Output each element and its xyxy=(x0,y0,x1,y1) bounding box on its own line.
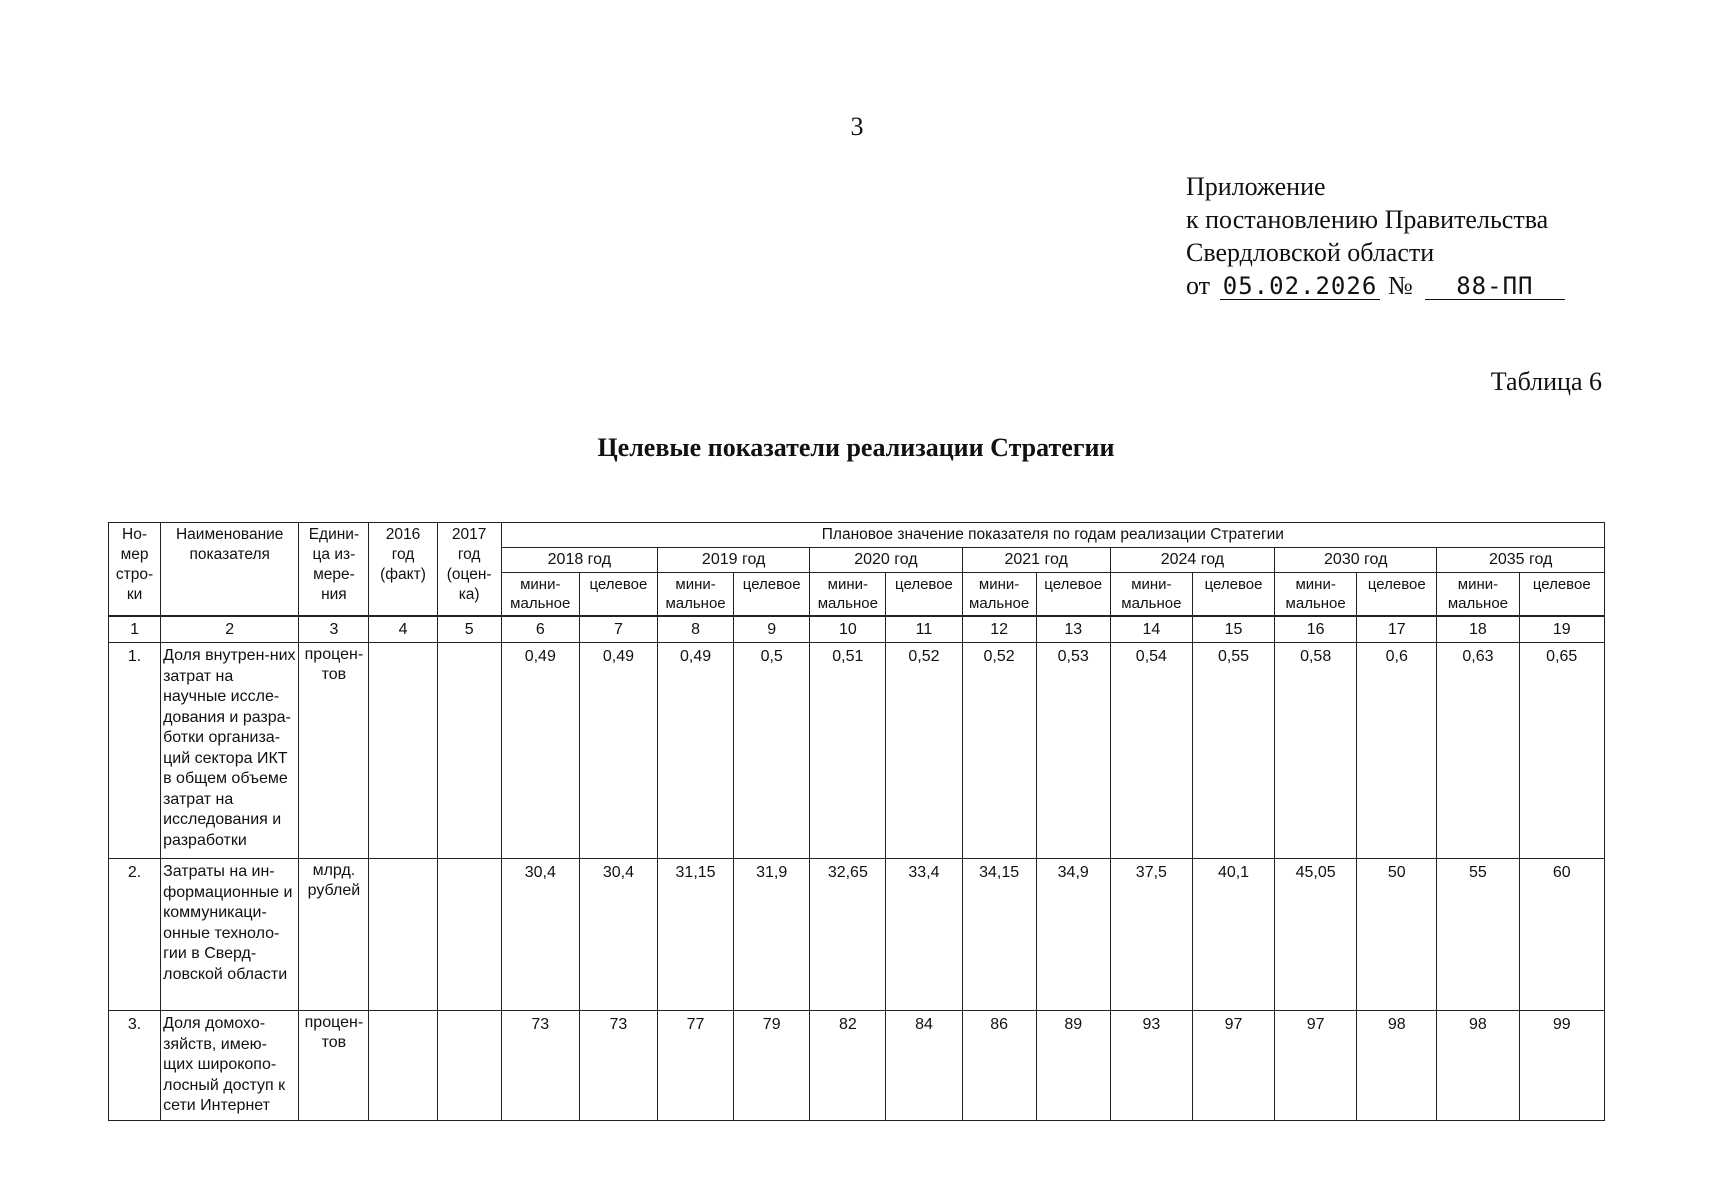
column-number: 6 xyxy=(501,616,579,643)
value-2035-target: 99 xyxy=(1519,1011,1605,1121)
indicator-name: Затраты на ин-формационные и коммуникаци-онные техноло-гии в Сверд-ловской области xyxy=(161,859,299,1011)
row-number: 3. xyxy=(109,1011,161,1121)
table-label: Таблица 6 xyxy=(1490,367,1602,396)
column-number: 1 xyxy=(109,616,161,643)
value-2035-min: 55 xyxy=(1437,859,1519,1011)
value-2020-target: 33,4 xyxy=(886,859,962,1011)
value-2019-min: 31,15 xyxy=(657,859,733,1011)
header-year: 2021 год xyxy=(962,548,1110,573)
header-indicator-name: Наименование показателя xyxy=(161,523,299,617)
column-number: 9 xyxy=(734,616,810,643)
value-2021-min: 0,52 xyxy=(962,643,1036,859)
order-date-prefix: от xyxy=(1186,271,1211,300)
appendix-title: Приложение xyxy=(1186,172,1326,201)
header-year: 2030 год xyxy=(1275,548,1437,573)
column-number: 3 xyxy=(299,616,369,643)
value-2021-min: 34,15 xyxy=(962,859,1036,1011)
header-target: целевое xyxy=(1192,573,1274,617)
value-2024-min: 37,5 xyxy=(1110,859,1192,1011)
unit-cell: процен-тов xyxy=(299,643,369,859)
column-number: 16 xyxy=(1275,616,1357,643)
column-number: 17 xyxy=(1357,616,1437,643)
appendix-block xyxy=(1186,170,1606,302)
column-number: 8 xyxy=(657,616,733,643)
value-2018-target: 30,4 xyxy=(579,859,657,1011)
header-unit: Едини-ца из-мере-ния xyxy=(299,523,369,617)
value-2030-min: 0,58 xyxy=(1275,643,1357,859)
column-number: 11 xyxy=(886,616,962,643)
value-2030-min: 97 xyxy=(1275,1011,1357,1121)
header-target: целевое xyxy=(579,573,657,617)
page-number: 3 xyxy=(850,112,864,141)
header-minimum: мини-мальное xyxy=(810,573,886,617)
header-minimum: мини-мальное xyxy=(657,573,733,617)
table-row xyxy=(109,859,1605,1011)
value-2018-min: 30,4 xyxy=(501,859,579,1011)
value-2018-min: 73 xyxy=(501,1011,579,1121)
value-2030-min: 45,05 xyxy=(1275,859,1357,1011)
value-2016 xyxy=(369,643,437,859)
value-2030-target: 98 xyxy=(1357,1011,1437,1121)
appendix-resolution-line: к постановлению Правительства xyxy=(1186,205,1549,234)
column-number: 7 xyxy=(579,616,657,643)
column-number: 15 xyxy=(1192,616,1274,643)
column-number: 4 xyxy=(369,616,437,643)
value-2017 xyxy=(437,859,501,1011)
table-row xyxy=(109,643,1605,859)
column-number: 12 xyxy=(962,616,1036,643)
value-2020-target: 0,52 xyxy=(886,643,962,859)
value-2035-target: 60 xyxy=(1519,859,1605,1011)
value-2018-min: 0,49 xyxy=(501,643,579,859)
header-minimum: мини-мальное xyxy=(1437,573,1519,617)
value-2017 xyxy=(437,643,501,859)
indicator-name: Доля внутрен-них затрат на научные иссле-дования и разра-ботки организа-ций сектора ИКТ в общем объеме затрат на исследования и разработки xyxy=(161,643,299,859)
value-2024-min: 0,54 xyxy=(1110,643,1192,859)
value-2018-target: 0,49 xyxy=(579,643,657,859)
value-2035-target: 0,65 xyxy=(1519,643,1605,859)
value-2021-target: 0,53 xyxy=(1036,643,1110,859)
value-2019-min: 0,49 xyxy=(657,643,733,859)
value-2016 xyxy=(369,859,437,1011)
column-number: 5 xyxy=(437,616,501,643)
value-2020-target: 84 xyxy=(886,1011,962,1121)
header-2016: 2016 год (факт) xyxy=(369,523,437,617)
indicator-name: Доля домохо-зяйств, имею-щих широкопо-лосный доступ к сети Интернет xyxy=(161,1011,299,1121)
unit-cell: процен-тов xyxy=(299,1011,369,1121)
value-2021-min: 86 xyxy=(962,1011,1036,1121)
value-2020-min: 32,65 xyxy=(810,859,886,1011)
value-2019-target: 31,9 xyxy=(734,859,810,1011)
column-number: 18 xyxy=(1437,616,1519,643)
column-number: 13 xyxy=(1036,616,1110,643)
header-target: целевое xyxy=(734,573,810,617)
value-2030-target: 0,6 xyxy=(1357,643,1437,859)
value-2016 xyxy=(369,1011,437,1121)
header-minimum: мини-мальное xyxy=(501,573,579,617)
value-2018-target: 73 xyxy=(579,1011,657,1121)
order-number-sign: № xyxy=(1388,271,1413,300)
indicators-table xyxy=(108,522,1605,1121)
document-title: Целевые показатели реализации Стратегии xyxy=(597,433,1115,462)
header-year: 2020 год xyxy=(810,548,962,573)
header-target: целевое xyxy=(1519,573,1605,617)
column-number: 10 xyxy=(810,616,886,643)
order-details xyxy=(1186,269,1606,302)
column-number: 2 xyxy=(161,616,299,643)
header-year: 2035 год xyxy=(1437,548,1605,573)
value-2030-target: 50 xyxy=(1357,859,1437,1011)
header-year: 2018 год xyxy=(501,548,657,573)
header-minimum: мини-мальное xyxy=(1275,573,1357,617)
header-target: целевое xyxy=(1357,573,1437,617)
header-minimum: мини-мальное xyxy=(962,573,1036,617)
value-2021-target: 34,9 xyxy=(1036,859,1110,1011)
value-2024-target: 0,55 xyxy=(1192,643,1274,859)
column-number: 19 xyxy=(1519,616,1605,643)
header-target: целевое xyxy=(886,573,962,617)
header-year: 2024 год xyxy=(1110,548,1274,573)
value-2020-min: 0,51 xyxy=(810,643,886,859)
row-number: 1. xyxy=(109,643,161,859)
header-2017: 2017 год (оцен-ка) xyxy=(437,523,501,617)
header-planned-values: Плановое значение показателя по годам реализации Стратегии xyxy=(501,523,1604,548)
header-minimum: мини-мальное xyxy=(1110,573,1192,617)
order-date: 05.02.2026 xyxy=(1220,273,1380,300)
column-number: 14 xyxy=(1110,616,1192,643)
column-number-row xyxy=(109,616,1605,643)
header-target: целевое xyxy=(1036,573,1110,617)
value-2017 xyxy=(437,1011,501,1121)
value-2020-min: 82 xyxy=(810,1011,886,1121)
value-2024-min: 93 xyxy=(1110,1011,1192,1121)
header-year: 2019 год xyxy=(657,548,809,573)
table-row xyxy=(109,1011,1605,1121)
appendix-region-line: Свердловской области xyxy=(1186,238,1435,267)
value-2021-target: 89 xyxy=(1036,1011,1110,1121)
header-row-number: Но-мер стро-ки xyxy=(109,523,161,617)
value-2024-target: 40,1 xyxy=(1192,859,1274,1011)
unit-cell: млрд. рублей xyxy=(299,859,369,1011)
value-2035-min: 0,63 xyxy=(1437,643,1519,859)
order-number: 88-ПП xyxy=(1425,273,1565,300)
value-2019-target: 79 xyxy=(734,1011,810,1121)
row-number: 2. xyxy=(109,859,161,1011)
value-2024-target: 97 xyxy=(1192,1011,1274,1121)
value-2019-target: 0,5 xyxy=(734,643,810,859)
value-2019-min: 77 xyxy=(657,1011,733,1121)
value-2035-min: 98 xyxy=(1437,1011,1519,1121)
